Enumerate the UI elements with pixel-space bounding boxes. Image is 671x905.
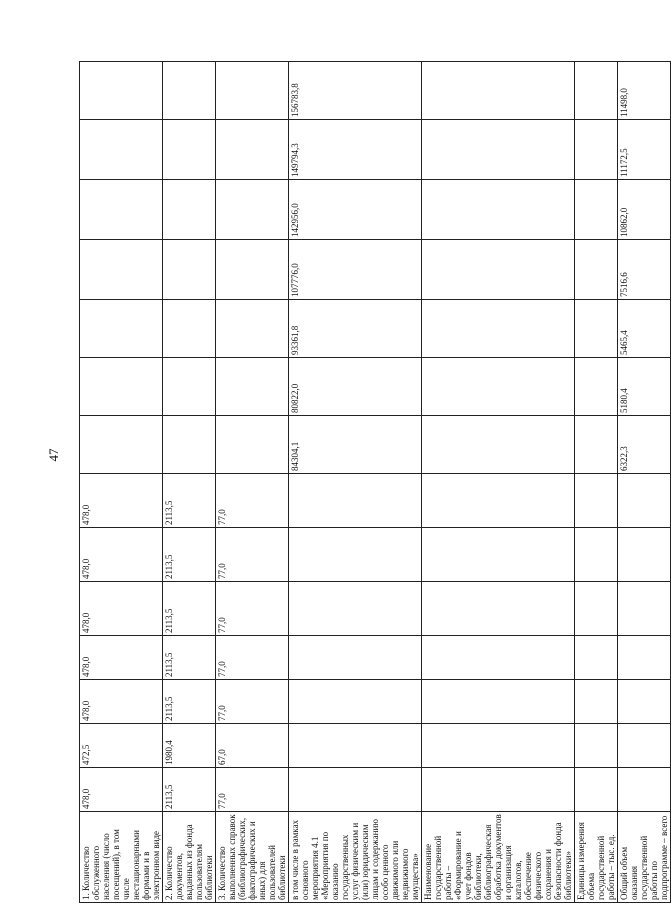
table-row <box>163 62 216 903</box>
table-cell <box>618 636 671 680</box>
table-cell: 5180,4 <box>618 358 671 416</box>
table-cell: 478,0 <box>80 474 163 528</box>
row-label: Наименование государственной работы – «Формирование и учет фондов библиотеки, библиографическая обработка документов и организация каталогов, обеспечение физического сохранения и безопасности фонда библиотеки» <box>422 812 575 903</box>
table-cell <box>163 416 216 474</box>
table-cell: 156783,8 <box>289 62 422 120</box>
table-cell <box>163 120 216 180</box>
data-table <box>79 61 671 903</box>
table-cell <box>575 300 618 358</box>
table-cell <box>422 180 575 240</box>
table-cell <box>289 768 422 812</box>
table-cell <box>618 582 671 636</box>
table-row <box>216 62 289 903</box>
table-cell <box>163 180 216 240</box>
table-cell <box>575 528 618 582</box>
table-cell <box>289 680 422 724</box>
table-cell: 478,0 <box>80 528 163 582</box>
row-label: 3. Количество выполненных справок (библиографических, фактографических и иных) для пользователей библиотеки <box>216 812 289 903</box>
table-cell <box>575 724 618 768</box>
table-cell: 77,0 <box>216 474 289 528</box>
table-cell <box>422 768 575 812</box>
table-cell: 6322,3 <box>618 416 671 474</box>
table-cell <box>80 180 163 240</box>
table-cell: 11172,5 <box>618 120 671 180</box>
table-cell: 1980,4 <box>163 724 216 768</box>
table-cell <box>575 680 618 724</box>
table-cell <box>422 62 575 120</box>
table-cell: 77,0 <box>216 680 289 724</box>
table-cell <box>575 474 618 528</box>
table-cell <box>289 636 422 680</box>
table-row <box>575 62 618 903</box>
table-cell: 5465,4 <box>618 300 671 358</box>
table-cell <box>216 358 289 416</box>
table-cell <box>618 528 671 582</box>
table-cell: 478,0 <box>80 768 163 812</box>
row-label: Общий объем оказания государственной работы по подпрограмме – всего <box>618 812 671 903</box>
table-cell: 11498,0 <box>618 62 671 120</box>
table-cell <box>216 416 289 474</box>
table-cell <box>422 474 575 528</box>
table-cell <box>289 582 422 636</box>
table-cell: 93361,8 <box>289 300 422 358</box>
table-cell <box>422 358 575 416</box>
table-cell <box>216 180 289 240</box>
table-cell <box>80 120 163 180</box>
row-label: 1. Количество обслуженного населения (число посещений), в том числе нестационарными формами и в электронном виде <box>80 812 163 903</box>
table-row <box>289 62 422 903</box>
table-cell <box>575 768 618 812</box>
table-cell <box>422 120 575 180</box>
table-cell <box>422 416 575 474</box>
table-cell: 478,0 <box>80 636 163 680</box>
table-row <box>80 62 163 903</box>
table-cell <box>216 240 289 300</box>
table-cell: 2113,5 <box>163 582 216 636</box>
row-label: 2. Количество документов, выданных из фонда пользователям библиотеки <box>163 812 216 903</box>
table-cell: 7516,6 <box>618 240 671 300</box>
table-cell <box>80 358 163 416</box>
table-cell: 80822,0 <box>289 358 422 416</box>
table-cell <box>80 416 163 474</box>
table-cell: 84304,1 <box>289 416 422 474</box>
table-cell: 107776,0 <box>289 240 422 300</box>
table-cell <box>618 768 671 812</box>
table-row <box>422 62 575 903</box>
table-cell <box>575 180 618 240</box>
table-cell <box>422 680 575 724</box>
table-cell: 2113,5 <box>163 680 216 724</box>
table-cell: 77,0 <box>216 582 289 636</box>
table-cell: 2113,5 <box>163 528 216 582</box>
table-cell <box>575 416 618 474</box>
table-cell <box>163 240 216 300</box>
table-cell: 478,0 <box>80 680 163 724</box>
table-cell <box>163 300 216 358</box>
table-cell <box>80 300 163 358</box>
table-cell <box>575 582 618 636</box>
table-cell: 149794,3 <box>289 120 422 180</box>
table-cell: 142956,0 <box>289 180 422 240</box>
table-cell <box>422 582 575 636</box>
table-cell <box>575 358 618 416</box>
page-number: 47 <box>46 448 61 462</box>
table-cell: 2113,5 <box>163 636 216 680</box>
table-cell <box>422 528 575 582</box>
table-cell: 77,0 <box>216 636 289 680</box>
row-label: в том числе в рамках основного мероприятия 4.1 «Мероприятия по оказанию государственных услуг физическим и (или) юридическим лицам и содержанию особо ценного движимого или недвижимого имущества» <box>289 812 422 903</box>
table-cell: 77,0 <box>216 768 289 812</box>
table-cell <box>289 474 422 528</box>
table-cell: 10862,0 <box>618 180 671 240</box>
table-cell <box>80 62 163 120</box>
table-cell: 2113,5 <box>163 768 216 812</box>
table-cell: 67,0 <box>216 724 289 768</box>
table-cell <box>575 62 618 120</box>
table-cell <box>618 474 671 528</box>
table-cell <box>216 300 289 358</box>
table-cell: 2113,5 <box>163 474 216 528</box>
table-cell <box>163 62 216 120</box>
table-cell <box>575 636 618 680</box>
table-cell <box>216 120 289 180</box>
table-row <box>618 62 671 903</box>
table-cell <box>618 724 671 768</box>
table-cell <box>289 724 422 768</box>
table-cell <box>163 358 216 416</box>
table-cell: 478,0 <box>80 582 163 636</box>
table-cell <box>422 636 575 680</box>
table-cell <box>422 724 575 768</box>
row-label: Единицы измерения объема государственной работы – тыс. ед. <box>575 812 618 903</box>
table-cell <box>618 680 671 724</box>
table-cell <box>422 240 575 300</box>
table-cell <box>80 240 163 300</box>
table-cell: 77,0 <box>216 528 289 582</box>
rotated-table-container <box>79 62 669 903</box>
table-cell: 472,5 <box>80 724 163 768</box>
table-cell <box>289 528 422 582</box>
table-cell <box>422 300 575 358</box>
table-cell <box>575 240 618 300</box>
table-cell <box>575 120 618 180</box>
table-cell <box>216 62 289 120</box>
